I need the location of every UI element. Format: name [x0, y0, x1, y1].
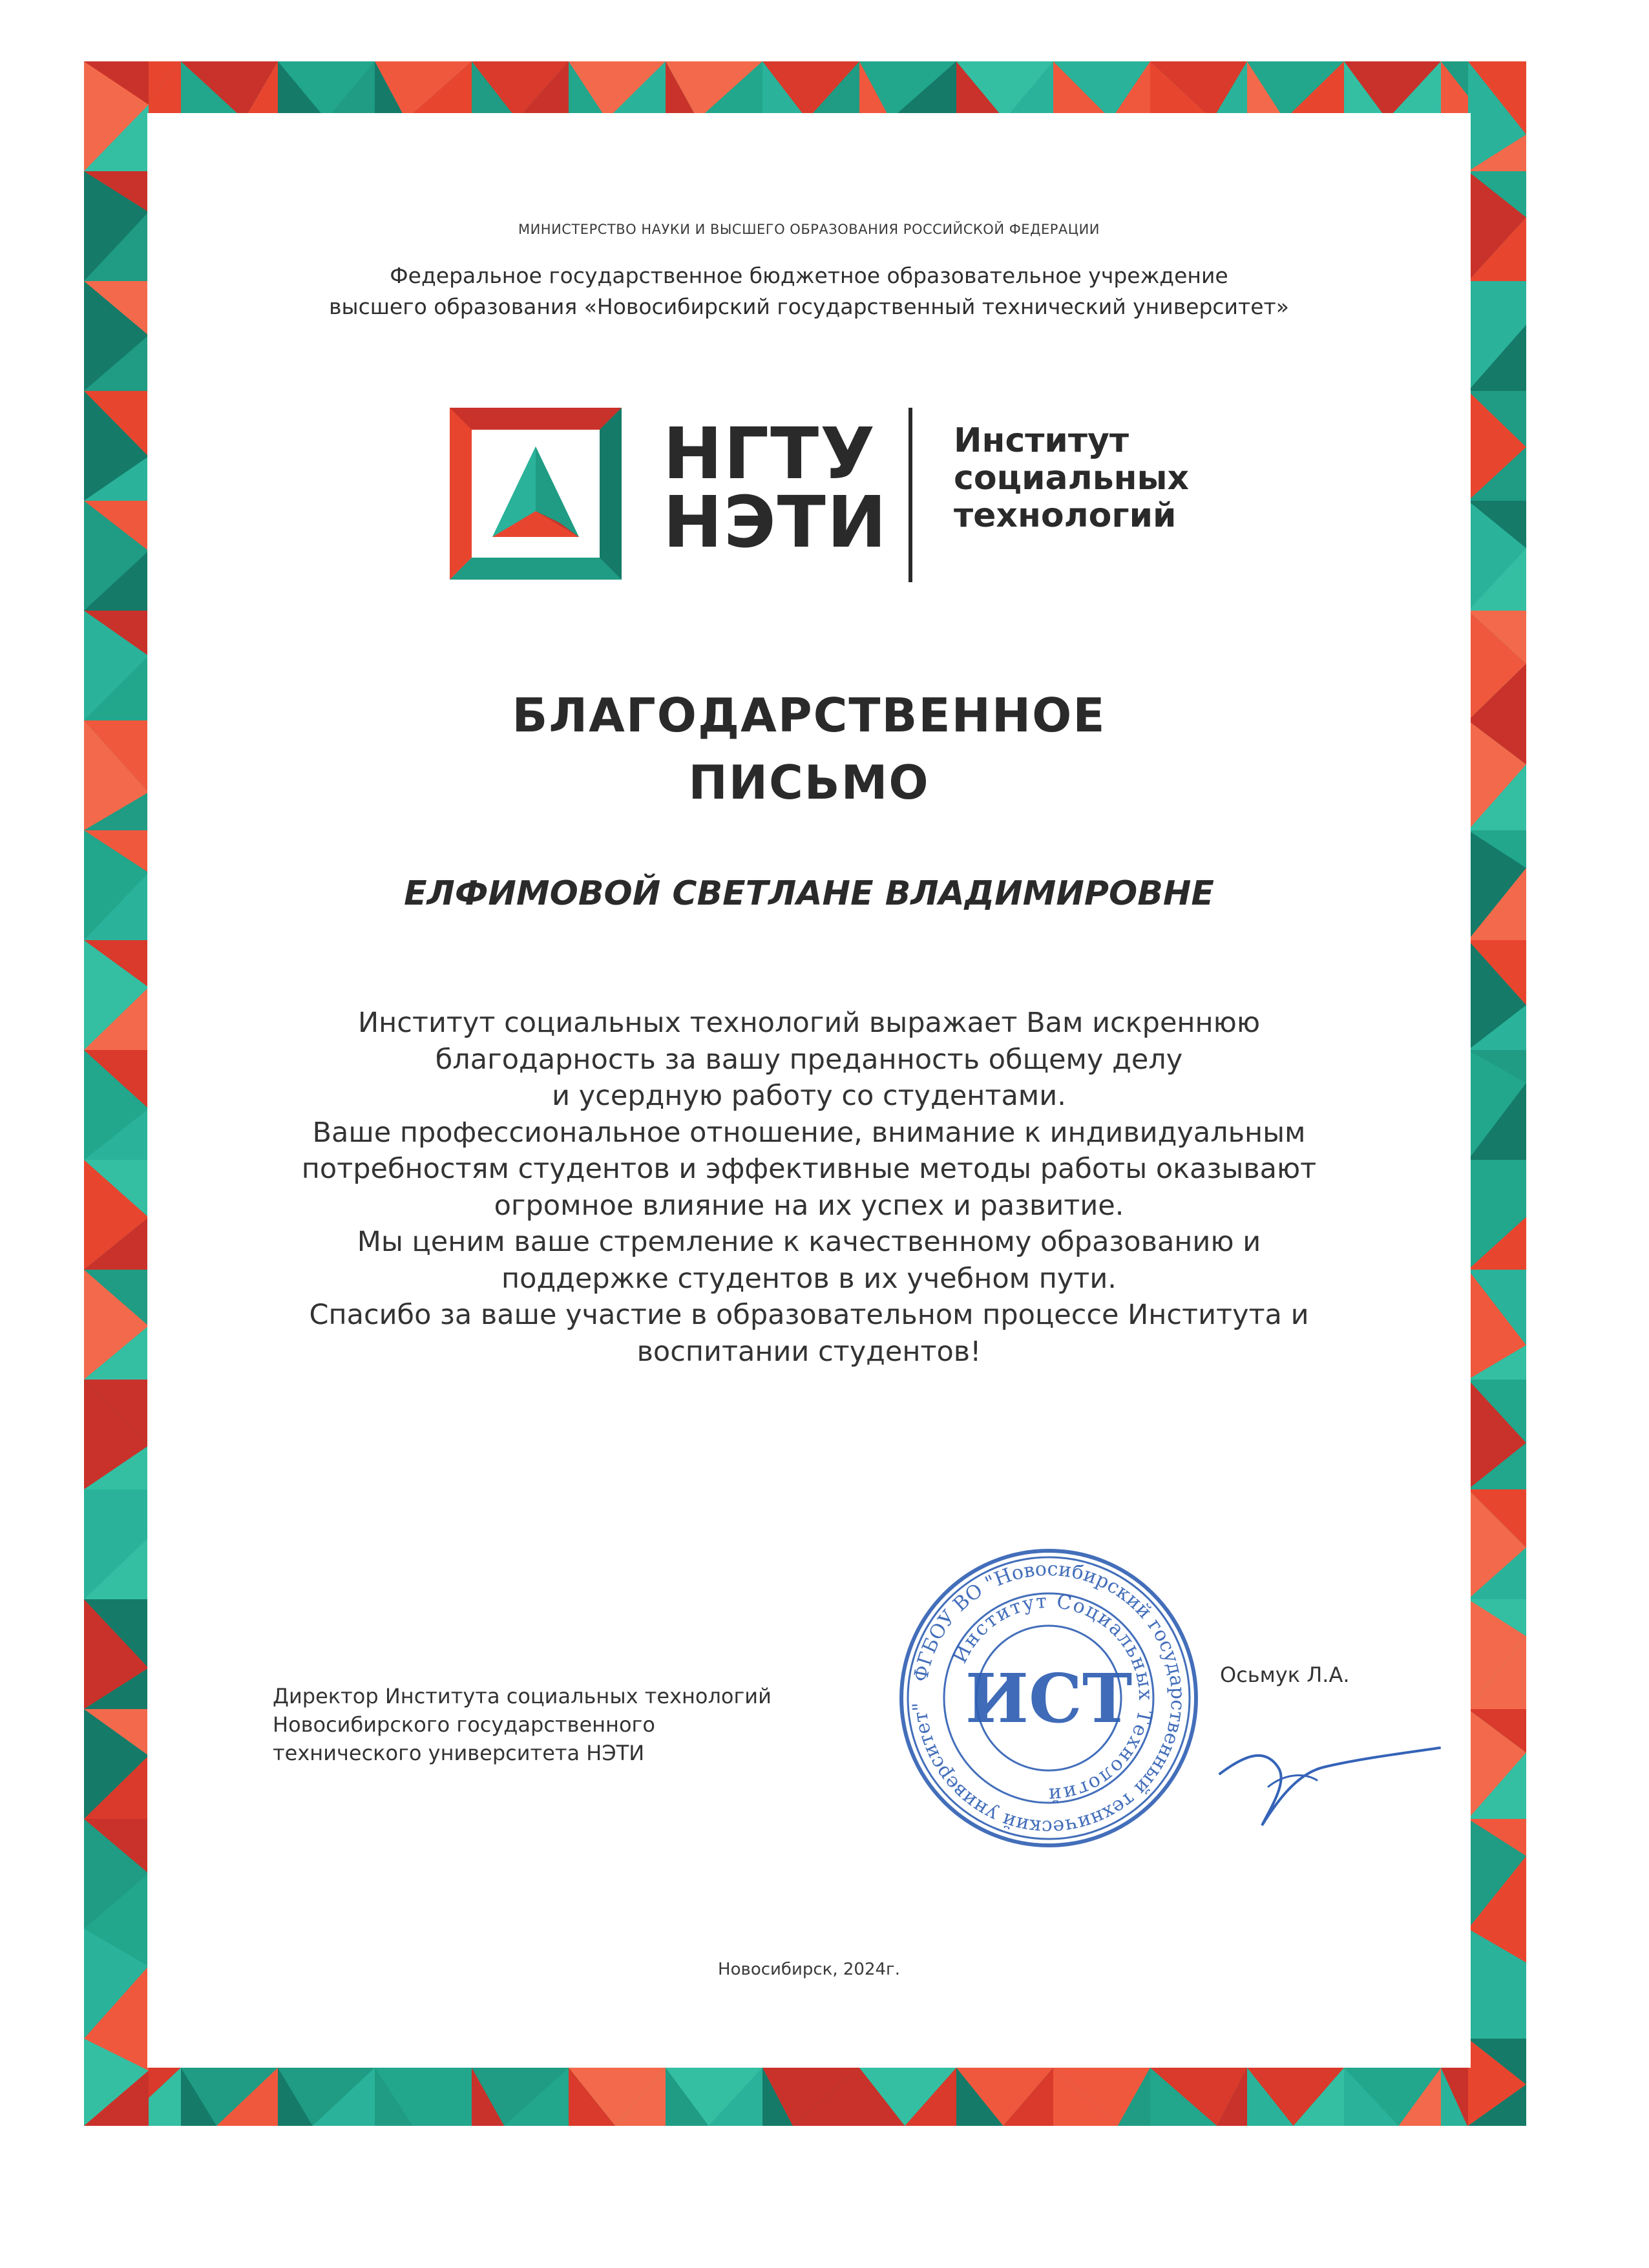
handwritten-signature	[1207, 1677, 1453, 1845]
logo-institute-line: Институт	[954, 421, 1129, 460]
director-title	[273, 1682, 772, 1767]
body-line: поддержке студентов в их учебном пути.	[501, 1262, 1117, 1295]
certificate-body	[147, 113, 1471, 2068]
body-line: Спасибо за ваше участие в образовательном процессе Института и	[309, 1299, 1309, 1331]
signer-name: Осьмук Л.А.	[1220, 1663, 1350, 1687]
body-line: потребностям студентов и эффективные методы работы оказывают	[301, 1153, 1317, 1185]
logo-institute-line: социальных	[954, 459, 1190, 498]
ministry-heading: МИНИСТЕРСТВО НАУКИ И ВЫСШЕГО ОБРАЗОВАНИЯ РОССИЙСКОЙ ФЕДЕРАЦИИ	[518, 222, 1100, 237]
body-line: Институт социальных технологий выражает Вам искреннюю	[357, 1007, 1261, 1039]
recipient-name: ЕЛФИМОВОЙ СВЕТЛАНЕ ВЛАДИМИРОВНЕ	[404, 874, 1214, 913]
letter-body	[147, 1005, 1471, 1370]
logo-word-neti: НЭТИ	[663, 481, 888, 563]
title-line: ПИСЬМО	[688, 755, 930, 810]
logo-institute-name	[954, 422, 1189, 534]
title-line: БЛАГОДАРСТВЕННОЕ	[512, 688, 1106, 742]
director-line: технического университета НЭТИ	[273, 1741, 645, 1765]
director-line: Директор Института социальных технологий	[273, 1684, 772, 1708]
institution-name	[147, 260, 1471, 322]
logo-divider	[909, 408, 912, 582]
body-line: благодарность за вашу преданность общему делу	[435, 1043, 1183, 1076]
stamp-outer-text: ФГБОУ ВО "Новосибирский государственный технический университет"	[909, 1557, 1190, 1839]
institution-line: Федеральное государственное бюджетное образовательное учреждение	[390, 263, 1228, 288]
stamp-center-wrap	[897, 1546, 1201, 1850]
stamp-center-text: ИСТ	[965, 1658, 1133, 1738]
body-line: Мы ценим ваше стремление к качественному образованию и	[357, 1226, 1261, 1258]
director-line: Новосибирского государственного	[273, 1712, 655, 1737]
body-line: воспитании студентов!	[636, 1335, 982, 1368]
logo-institute-line: технологий	[954, 496, 1177, 535]
stamp-inner-text: Институт Социальных Технологий	[949, 1590, 1157, 1807]
body-line: и усердную работу со студентами.	[552, 1080, 1066, 1112]
university-logo	[450, 408, 1206, 582]
body-line: огромное влияние на их успех и развитие.	[494, 1189, 1124, 1222]
logo-word-ngtu: НГТУ	[663, 412, 876, 495]
document-title	[147, 682, 1471, 816]
body-line: Ваше профессиональное отношение, внимание к индивидуальным	[312, 1116, 1306, 1149]
institution-line: высшего образования «Новосибирский государственный технический университет»	[329, 294, 1289, 319]
logo-mark-icon	[450, 408, 622, 580]
city-date: Новосибирск, 2024г.	[718, 1960, 900, 1979]
